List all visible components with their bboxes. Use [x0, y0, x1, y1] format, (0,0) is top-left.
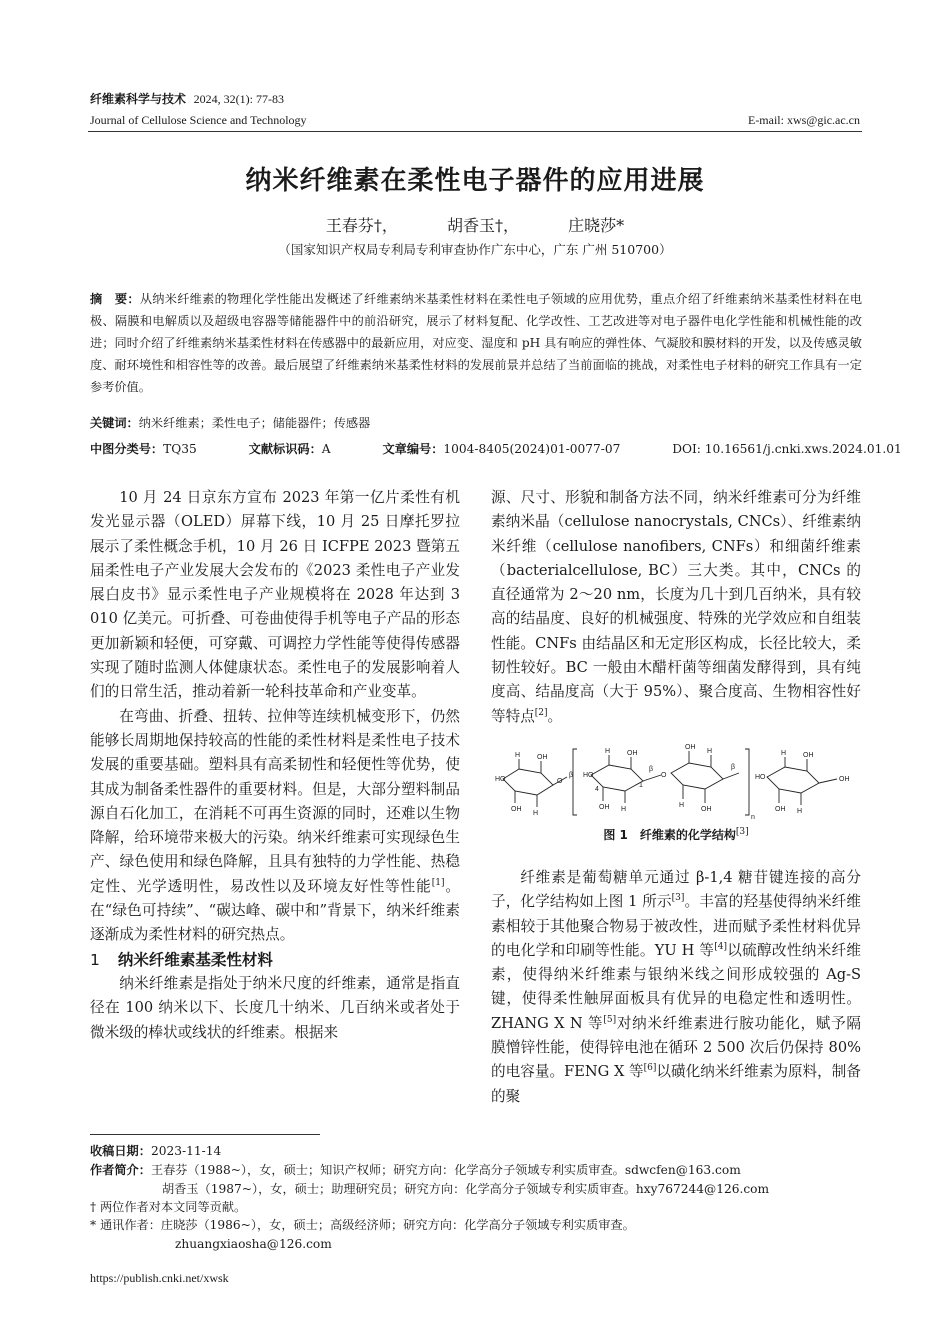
figure-caption	[491, 826, 861, 843]
paragraph: 在弯曲、折叠、扭转、拉伸等连续机械变形下，仍然能够长周期地保持较高的性能的柔性材料是柔性电子技术发展的重要基础。塑料具有高柔韧性和轻便性等优势，使其成为制备柔性器件的重要材料。但是，大部分塑料制品源自石化加工，在消耗不可再生资源的同时，还难以生物降解，给环境带来极大的污染。纳米纤维素可实现绿色生产、绿色使用和绿色降解，且具有独特的力学性能、热稳定性、光学透明性，易改性以及环境友好性等性能[1]。在“绿色可持续”、“碳达峰、碳中和”背景下，纳米纤维素逐渐成为柔性材料的研究热点。	[90, 707, 460, 944]
author-1: 王春芬†，	[325, 216, 398, 235]
received-date: 2023-11-14	[150, 1144, 222, 1158]
journal-name-en: Journal of Cellulose Science and Technology	[90, 113, 307, 127]
clc-label: 中图分类号：	[90, 442, 164, 456]
svg-text:H: H	[797, 808, 803, 815]
header-divider	[88, 131, 862, 132]
svg-text:H: H	[707, 748, 713, 755]
citation: [4]	[714, 942, 727, 953]
body-left-column	[90, 486, 460, 1045]
paragraph: 纳米纤维素是指处于纳米尺度的纤维素，通常是指直径在 100 纳米以下、长度几十纳米、几百纳米或者处于微米级的棒状或线状的纤维素。根据来	[90, 974, 460, 1041]
cellulose-structure-figure	[491, 737, 861, 821]
abstract-label: 摘 要：	[90, 292, 140, 306]
svg-text:OH: OH	[839, 776, 850, 783]
structure-labels	[495, 744, 850, 821]
citation: [1]	[431, 877, 445, 888]
svg-text:OH: OH	[685, 744, 696, 751]
svg-text:OH: OH	[537, 754, 548, 761]
svg-text:O: O	[557, 778, 563, 785]
footnote-received	[90, 1142, 880, 1160]
svg-text:n: n	[751, 814, 755, 821]
svg-text:HO: HO	[755, 774, 766, 781]
affiliation: （国家知识产权局专利局专利审查协作广东中心，广东 广州 510700）	[278, 242, 672, 257]
svg-text:OH: OH	[599, 804, 610, 811]
citation: [3]	[671, 893, 685, 904]
classification-line	[90, 440, 902, 457]
citation: [2]	[534, 707, 548, 718]
citation: [6]	[643, 1063, 657, 1074]
svg-text:H: H	[621, 806, 627, 813]
section-title: 纳米纤维素基柔性材料	[117, 950, 273, 969]
author-3: 庄晓莎*	[568, 216, 625, 235]
glucose-ring	[767, 767, 819, 793]
footnote-equal-contribution: † 两位作者对本文同等贡献。	[90, 1200, 247, 1214]
svg-text:OH: OH	[511, 806, 522, 813]
paragraph: 10 月 24 日京东方宣布 2023 年第一亿片柔性有机发光显示器（OLED）屏幕下线，10 月 25 日摩托罗拉展示了柔性概念手机，10 月 26 日 ICFPE 2023 暨第五届柔性电子产业发展大会发布的《2023 柔性电子产业发展白皮书》显示柔性电子产业规模将在 2028 年达到 3 010 亿美元。可折叠、可卷曲使得手机等电子产品的形态更加新颖和轻便，可穿戴、可调控力学性能等使得传感器实现了随时监测人体健康状态。柔性电子的发展影响着人们的日常生活，推动着新一轮科技革命和产业变革。	[90, 489, 460, 701]
doc-code-value: A	[321, 442, 331, 456]
svg-text:OH: OH	[775, 806, 786, 813]
footnote-bio-1	[90, 1161, 880, 1179]
svg-text:HO: HO	[495, 776, 506, 783]
svg-text:OH: OH	[627, 750, 638, 757]
author-list	[0, 213, 950, 236]
abstract	[90, 288, 862, 398]
figure-caption-text: 图 1 纤维素的化学结构	[603, 828, 736, 842]
journal-email: E-mail: xws@gic.ac.cn	[747, 113, 860, 127]
bio-label: 作者简介：	[90, 1163, 151, 1177]
svg-text:β: β	[569, 772, 574, 779]
paragraph: 纤维素是葡萄糖单元通过 β-1,4 糖苷键连接的高分子，化学结构如上图 1 所示[3]。丰富的羟基使得纳米纤维素相较于其他聚合物易于被改性，进而赋予柔性材料优异的电化学和印刷等性能。YU H 等[4]以硫醇改性纳米纤维素，使得纳米纤维素与银纳米线之间形成较强的 Ag-S 键，使得柔性触屏面板具有优异的电稳定性和透明性。ZHANG X N 等[5]对纳米纤维素进行胺功能化，赋予隔膜憎锌性能，使得锌电池在循环 2 500 次后仍保持 80%的电容量。FENG X 等[6]以磺化纳米纤维素为原料，制备的聚	[491, 869, 861, 1105]
keywords-text: 纳米纤维素；柔性电子；储能器件；传感器	[138, 416, 371, 430]
svg-text:OH: OH	[803, 752, 814, 759]
svg-text:O: O	[661, 772, 667, 779]
svg-text:H: H	[605, 748, 611, 755]
footer-url: https://publish.cnki.net/xwsk	[90, 1271, 229, 1285]
abstract-text: 从纳米纤维素的物理化学性能出发概述了纤维素纳米基柔性材料在柔性电子领域的应用优势，重点介绍了纤维素纳米基柔性材料在电极、隔膜和电解质以及超级电容器等储能器件中的前沿研究，展示了材料复配、化学改性、工艺改进等对电子器件电化学性能和机械性能的改进；同时介绍了纤维素纳米基柔性材料在传感器中的最新应用，对应变、湿度和 pH 具有响应的弹性体、气凝胶和膜材料的开发，以及传感灵敏度、耐环境性和相容性等的改善。最后展望了纤维素纳米基柔性材料的发展前景并总结了当前面临的挑战，对柔性电子材料的研究工作具有一定参考价值。	[90, 292, 863, 394]
svg-text:HO: HO	[583, 772, 594, 779]
keywords	[90, 414, 862, 431]
svg-text:β: β	[731, 764, 736, 771]
svg-text:H: H	[781, 750, 787, 757]
footnote-corresponding: * 通讯作者：庄晓莎（1986~），女，硕士；高级经济师；研究方向：化学高分子领域专利实质审查。	[90, 1218, 635, 1232]
svg-text:4: 4	[595, 786, 599, 793]
svg-text:OH: OH	[701, 806, 712, 813]
body-right-column	[491, 486, 861, 729]
footnote-divider	[90, 1134, 320, 1135]
doc-code-label: 文献标识码：	[248, 442, 322, 456]
journal-header-cn	[90, 90, 284, 107]
journal-volume: 2024, 32(1): 77-83	[193, 92, 284, 106]
glucose-ring	[671, 763, 723, 789]
journal-name-cn: 纤维素科学与技术	[90, 92, 187, 106]
doi: DOI: 10.16561/j.cnki.xws.2024.01.01	[672, 442, 902, 456]
svg-text:H: H	[515, 752, 521, 759]
section-number: 1	[90, 950, 100, 969]
article-no-value: 1004-8405(2024)01-0077-07	[443, 442, 621, 456]
clc-value: TQ35	[163, 442, 197, 456]
paragraph: 源、尺寸、形貌和制备方法不同，纳米纤维素可分为纤维素纳米晶（cellulose nanocrystals, CNCs）、纤维素纳米纤维（cellulose nanofibers, CNFs）和细菌纤维素（bacterialcellulose, BC）三大类。其中，CNCs 的直径通常为 2～20 nm，长度为几十到几百纳米，具有较高的结晶度、良好的机械强度、特殊的光学效应和自组装性能。CNFs 由结晶区和无定形区构成，长径比较大，柔韧性较好。BC 一般由木醋杆菌等细菌发酵得到，具有纯度高、结晶度高（大于 95%）、聚合度高、生物相容性好等特点[2]。	[491, 489, 861, 725]
svg-text:β: β	[649, 766, 654, 773]
footnote-bio-2: 胡香玉（1987~），女，硕士；助理研究员；研究方向：化学高分子领域专利实质审查。hxy767244@126.com	[162, 1182, 770, 1196]
bio-author-1: 王春芬（1988~），女，硕士；知识产权师；研究方向：化学高分子领域专利实质审查。sdwcfen@163.com	[150, 1163, 741, 1177]
keywords-label: 关键词：	[90, 416, 139, 430]
citation: [5]	[603, 1014, 617, 1025]
svg-text:H: H	[679, 802, 685, 809]
section-heading	[90, 948, 460, 972]
footnote-corresponding-email: zhuangxiaosha@126.com	[175, 1237, 332, 1251]
glucose-ring	[503, 769, 553, 795]
paper-title: 纳米纤维素在柔性电子器件的应用进展	[245, 166, 705, 196]
body-right-column-cont	[491, 866, 861, 1109]
svg-text:H: H	[533, 810, 539, 817]
received-label: 收稿日期：	[90, 1144, 151, 1158]
author-2: 胡香玉†，	[446, 216, 519, 235]
article-no-label: 文章编号：	[382, 442, 444, 456]
svg-text:1: 1	[639, 782, 643, 789]
citation: [3]	[735, 827, 749, 837]
